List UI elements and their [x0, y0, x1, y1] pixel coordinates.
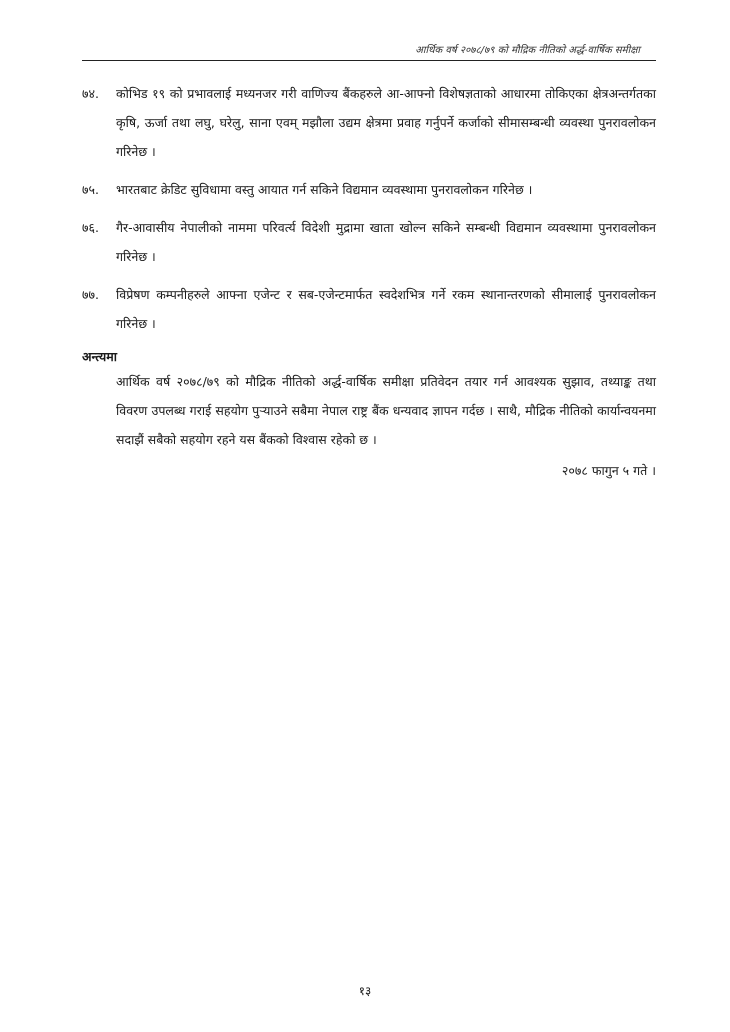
policy-item-77: [82, 280, 656, 338]
item-number: ७४.: [82, 86, 99, 101]
policy-item-74: [82, 79, 656, 166]
document-body: [82, 79, 656, 485]
document-date: २०७८ फागुन ५ गते ।: [561, 463, 656, 478]
item-text: विप्रेषण कम्पनीहरुले आफ्ना एजेन्ट र सब-एजेन्टमार्फत स्वदेशभित्र गर्ने रकम स्थानान्तरणको सीमालाई पुनरावलोकन गरिनेछ ।: [116, 287, 656, 331]
closing-paragraph: आर्थिक वर्ष २०७८/७९ को मौद्रिक नीतिको अर्द्ध-वार्षिक समीक्षा प्रतिवेदन तयार गर्न आवश्यक सुझाव, तथ्याङ्क तथा विवरण उपलब्ध गराई सहयोग पुर्‍याउने सबैमा नेपाल राष्ट्र बैंक धन्यवाद ज्ञापन गर्दछ । साथै, मौद्रिक नीतिको कार्यान्वयनमा सदाझैं सबैको सहयोग रहने यस बैंकको विश्वास रहेको छ ।: [116, 374, 656, 447]
item-text: कोभिड १९ को प्रभावलाई मध्यनजर गरी वाणिज्य बैंकहरुले आ-आफ्नो विशेषज्ञताको आधारमा तोकिएका क्षेत्रअन्तर्गतका कृषि, ऊर्जा तथा लघु, घरेलु, साना एवम् मझौला उद्यम क्षेत्रमा प्रवाह गर्नुपर्ने कर्जाको सीमासम्बन्धी व्यवस्था पुनरावलोकन गरिनेछ ।: [116, 86, 656, 159]
item-number: ७५.: [82, 182, 99, 197]
item-number: ७६.: [82, 220, 99, 235]
policy-item-76: [82, 213, 656, 271]
item-text: गैर-आवासीय नेपालीको नाममा परिवर्त्य विदेशी मुद्रामा खाता खोल्न सकिने सम्बन्धी विद्यमान व्यवस्थामा पुनरावलोकन गरिनेछ ।: [116, 220, 656, 264]
item-text: भारतबाट क्रेडिट सुविधामा वस्तु आयात गर्न सकिने विद्यमान व्यवस्थामा पुनरावलोकन गरिनेछ ।: [116, 182, 533, 197]
header-divider: [82, 60, 656, 61]
page-number: १३: [358, 984, 372, 998]
section-heading-conclusion: अन्त्यमा: [82, 349, 118, 364]
item-number: ७७.: [82, 287, 99, 302]
policy-item-75: [82, 175, 656, 204]
running-header: आर्थिक वर्ष २०७८/७९ को मौद्रिक नीतिको अर्द्ध-वार्षिक समीक्षा: [415, 45, 640, 56]
